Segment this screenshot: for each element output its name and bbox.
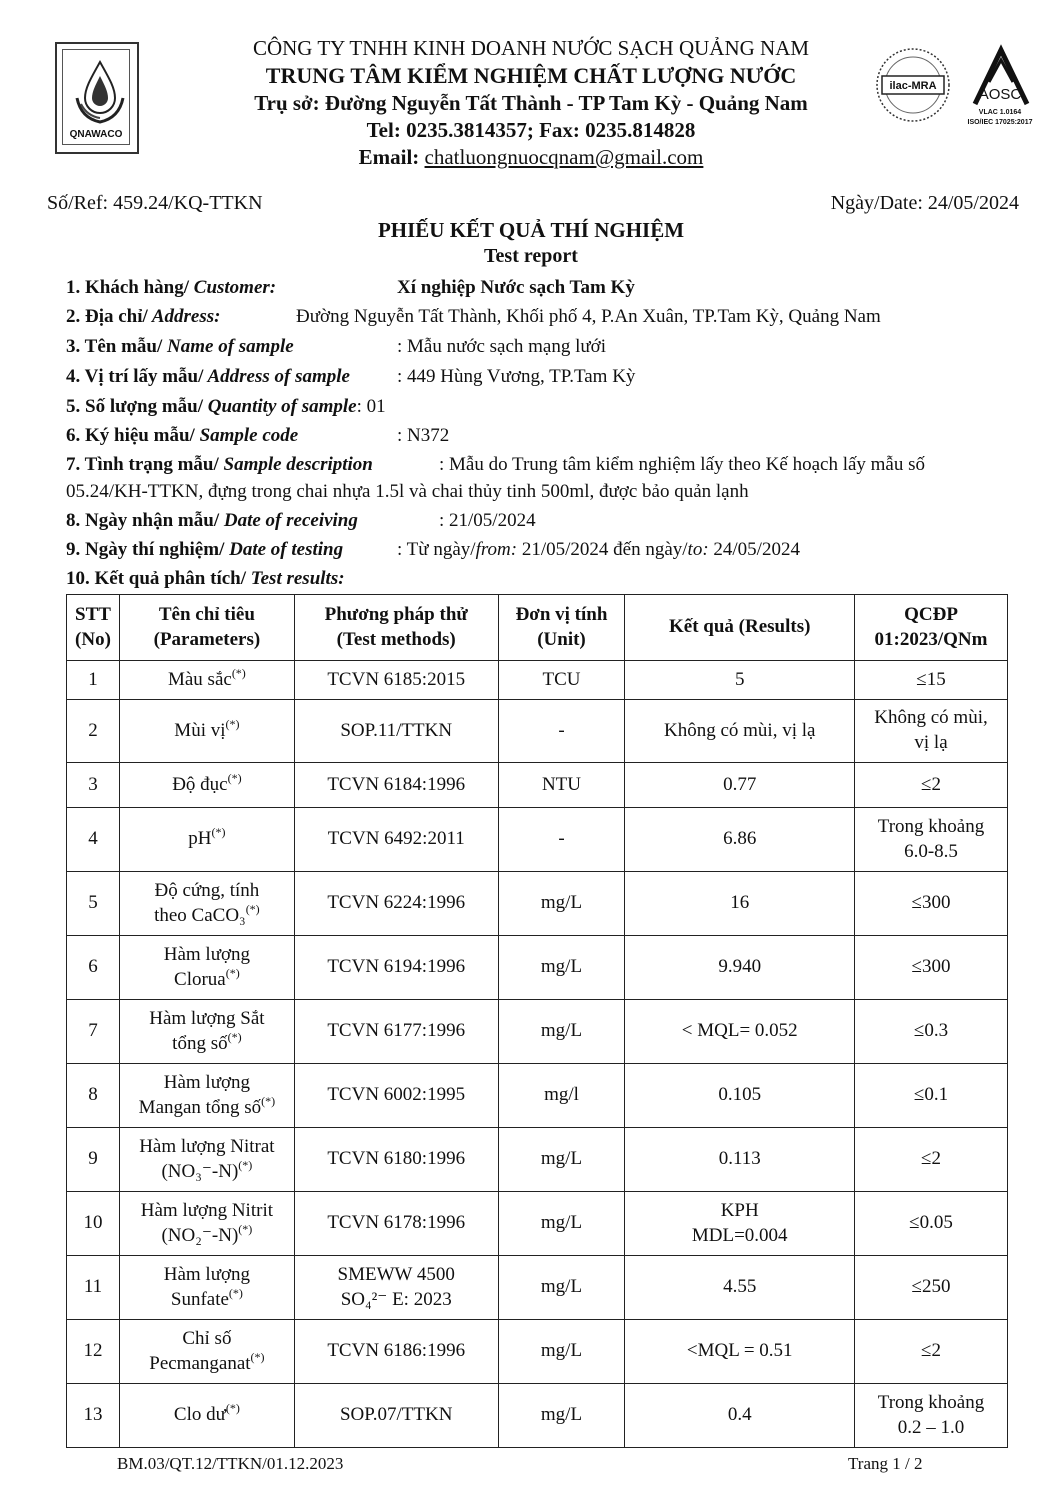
cell-unit: mg/l [498, 1064, 625, 1128]
accredited-marker: (*) [245, 901, 260, 916]
report-subtitle: Test report [484, 245, 578, 267]
table-row [67, 1256, 1008, 1320]
cell-result: KPH MDL=0.004 [625, 1192, 855, 1256]
sample-name-row: 3. Tên mẫu/ Name of sample : Mẫu nước sạch mạng lưới [66, 336, 607, 357]
cell-no: 1 [67, 661, 120, 700]
cell-no: 9 [67, 1128, 120, 1192]
form-code: BM.03/QT.12/TTKN/01.12.2023 [117, 1454, 344, 1473]
cell-result: 4.55 [625, 1256, 855, 1320]
cell-standard: ≤300 [855, 936, 1008, 1000]
cell-method: TCVN 6185:2015 [294, 661, 498, 700]
table-row [67, 1064, 1008, 1128]
center-name: TRUNG TÂM KIỂM NGHIỆM CHẤT LƯỢNG NƯỚC [265, 63, 797, 88]
cell-unit: mg/L [498, 1192, 625, 1256]
cell-no: 12 [67, 1320, 120, 1384]
cell-no: 3 [67, 763, 120, 808]
email-line [0, 145, 1062, 170]
cell-result: < MQL= 0.052 [625, 1000, 855, 1064]
cell-result: 0.4 [625, 1384, 855, 1448]
header-unit: Đơn vị tính (Unit) [498, 595, 625, 661]
accredited-marker: (*) [238, 1221, 253, 1236]
receiving-date-value: : 21/05/2024 [439, 510, 536, 531]
cell-parameter: Hàm lượng Sắt tổng số(*) [119, 1000, 294, 1064]
table-header-row [67, 595, 1008, 661]
cell-unit: mg/L [498, 872, 625, 936]
sample-description-row: 7. Tình trạng mẫu/ Sample description : Mẫu do Trung tâm kiểm nghiệm lấy theo Kế hoạch lấy mẫu số [66, 454, 926, 475]
customer-value: Xí nghiệp Nước sạch Tam Kỳ [397, 277, 635, 298]
accredited-marker: (*) [225, 965, 240, 980]
cell-method: SMEWW 4500 SO₄²⁻ E: 2023 [294, 1256, 498, 1320]
aosc-text: AOSC [978, 86, 1022, 103]
header-standard: QCĐP 01:2023/QNm [855, 595, 1008, 661]
testing-date-value: : Từ ngày/from: 21/05/2024 đến ngày/to: 24/05/2024 [397, 539, 800, 560]
sample-description-cont: 05.24/KH-TTKN, đựng trong chai nhựa 1.5l và chai thủy tinh 500ml, được bảo quản lạnh [66, 481, 749, 502]
logo-text: QNAWACO [69, 129, 123, 140]
aosc-vlac: VLAC 1.0164 [978, 109, 1022, 116]
cell-unit: NTU [498, 763, 625, 808]
accredited-marker: (*) [238, 1157, 253, 1172]
cell-method: TCVN 6194:1996 [294, 936, 498, 1000]
accredited-marker: (*) [211, 825, 226, 840]
aosc-iso: ISO/IEC 17025:2017 [967, 119, 1033, 126]
phone-line: Tel: 0235.3814357; Fax: 0235.814828 [366, 118, 696, 142]
cell-standard: ≤2 [855, 1128, 1008, 1192]
cell-method: TCVN 6178:1996 [294, 1192, 498, 1256]
cell-standard: ≤0.1 [855, 1064, 1008, 1128]
cell-result: 9.940 [625, 936, 855, 1000]
cell-no: 10 [67, 1192, 120, 1256]
address-line: Trụ sở: Đường Nguyễn Tất Thành - TP Tam Kỳ - Quảng Nam [254, 91, 808, 115]
cell-parameter: Chỉ số Pecmanganat(*) [119, 1320, 294, 1384]
cell-no: 13 [67, 1384, 120, 1448]
cell-standard: Trong khoảng 0.2 – 1.0 [855, 1384, 1008, 1448]
cell-result: <MQL = 0.51 [625, 1320, 855, 1384]
table-row [67, 1128, 1008, 1192]
table-row [67, 872, 1008, 936]
cell-unit: - [498, 808, 625, 872]
cell-standard: ≤2 [855, 1320, 1008, 1384]
address-row: 2. Địa chỉ/ Address: Đường Nguyễn Tất Thành, Khối phố 4, P.An Xuân, TP.Tam Kỳ, Quảng Nam [66, 306, 881, 327]
table-row [67, 1000, 1008, 1064]
results-heading: 10. Kết quả phân tích/ Test results: [66, 568, 345, 589]
cell-result: 0.113 [625, 1128, 855, 1192]
header-no: STT (No) [67, 595, 120, 661]
table-row [67, 700, 1008, 763]
cell-standard: ≤250 [855, 1256, 1008, 1320]
customer-row: 1. Khách hàng/ Customer: Xí nghiệp Nước sạch Tam Kỳ [66, 277, 635, 298]
cell-no: 4 [67, 808, 120, 872]
accredited-marker: (*) [225, 1401, 240, 1416]
company-name: CÔNG TY TNHH KINH DOANH NƯỚC SẠCH QUẢNG NAM [252, 36, 810, 60]
accredited-marker: (*) [228, 1285, 243, 1300]
cell-method: TCVN 6186:1996 [294, 1320, 498, 1384]
cell-unit: - [498, 700, 625, 763]
cell-parameter: Hàm lượng Nitrit (NO₂⁻-N)(*) [119, 1192, 294, 1256]
cell-unit: mg/L [498, 1256, 625, 1320]
sample-code-row: 6. Ký hiệu mẫu/ Sample code : N372 [66, 425, 450, 446]
testing-date-row: 9. Ngày thí nghiệm/ Date of testing : Từ ngày/from: 21/05/2024 đến ngày/to: 24/05/2024 [66, 539, 800, 560]
reference-number: Số/Ref: 459.24/KQ-TTKN [47, 192, 263, 214]
table-row [67, 1320, 1008, 1384]
accredited-marker: (*) [250, 1349, 265, 1364]
cell-standard: ≤300 [855, 872, 1008, 936]
cell-no: 6 [67, 936, 120, 1000]
table-row [67, 661, 1008, 700]
cell-method: TCVN 6224:1996 [294, 872, 498, 936]
cell-no: 5 [67, 872, 120, 936]
email-link[interactable]: chatluongnuocqnam@gmail.com [424, 145, 704, 169]
cell-standard: Không có mùi, vị lạ [855, 700, 1008, 763]
header-methods: Phương pháp thử (Test methods) [294, 595, 498, 661]
cell-result: 6.86 [625, 808, 855, 872]
sample-description-value: : Mẫu do Trung tâm kiểm nghiệm lấy theo Kế hoạch lấy mẫu số [439, 454, 926, 475]
cell-parameter: pH(*) [119, 808, 294, 872]
cell-parameter: Clo dư(*) [119, 1384, 294, 1448]
cell-standard: ≤0.05 [855, 1192, 1008, 1256]
ilac-text: ilac-MRA [889, 80, 937, 92]
page-number: Trang 1 / 2 [848, 1454, 923, 1473]
cell-no: 11 [67, 1256, 120, 1320]
sample-quantity-value: : 01 [356, 396, 386, 417]
table-row [67, 763, 1008, 808]
cell-method: TCVN 6002:1995 [294, 1064, 498, 1128]
table-row [67, 808, 1008, 872]
accredited-marker: (*) [227, 770, 242, 785]
cell-unit: mg/L [498, 1128, 625, 1192]
sample-quantity-row: 5. Số lượng mẫu/ Quantity of sample: 01 [66, 396, 386, 417]
report-title: PHIẾU KẾT QUẢ THÍ NGHIỆM [377, 218, 685, 242]
accredited-marker: (*) [261, 1093, 276, 1108]
cell-no: 8 [67, 1064, 120, 1128]
cell-unit: mg/L [498, 1384, 625, 1448]
accredited-marker: (*) [231, 665, 246, 680]
cell-parameter: Hàm lượng Nitrat (NO₃⁻-N)(*) [119, 1128, 294, 1192]
cell-unit: TCU [498, 661, 625, 700]
receiving-date-row: 8. Ngày nhận mẫu/ Date of receiving : 21/05/2024 [66, 510, 536, 531]
email-label: Email: [358, 145, 425, 169]
sample-location-row: 4. Vị trí lấy mẫu/ Address of sample : 449 Hùng Vương, TP.Tam Kỳ [66, 366, 636, 387]
cell-unit: mg/L [498, 936, 625, 1000]
sample-name-value: : Mẫu nước sạch mạng lưới [397, 336, 607, 357]
cell-parameter: Hàm lượng Sunfate(*) [119, 1256, 294, 1320]
cell-result: 16 [625, 872, 855, 936]
sample-location-value: : 449 Hùng Vương, TP.Tam Kỳ [397, 366, 636, 387]
address-value: Đường Nguyễn Tất Thành, Khối phố 4, P.An Xuân, TP.Tam Kỳ, Quảng Nam [296, 306, 881, 327]
cell-standard: ≤2 [855, 763, 1008, 808]
cell-parameter: Hàm lượng Clorua(*) [119, 936, 294, 1000]
cell-parameter: Độ đục(*) [119, 763, 294, 808]
header-parameters: Tên chỉ tiêu (Parameters) [119, 595, 294, 661]
cell-standard: ≤15 [855, 661, 1008, 700]
cell-method: TCVN 6180:1996 [294, 1128, 498, 1192]
accredited-marker: (*) [227, 1029, 242, 1044]
cell-result: 0.105 [625, 1064, 855, 1128]
header-results: Kết quả (Results) [625, 595, 855, 661]
cell-no: 7 [67, 1000, 120, 1064]
table-row [67, 1384, 1008, 1448]
cell-unit: mg/L [498, 1320, 625, 1384]
cell-method: TCVN 6177:1996 [294, 1000, 498, 1064]
accredited-marker: (*) [225, 716, 240, 731]
cell-result: 5 [625, 661, 855, 700]
cell-parameter: Độ cứng, tính theo CaCO₃(*) [119, 872, 294, 936]
table-row [67, 1192, 1008, 1256]
cell-unit: mg/L [498, 1000, 625, 1064]
cell-result: 0.77 [625, 763, 855, 808]
table-row [67, 936, 1008, 1000]
sample-code-value: : N372 [397, 425, 450, 446]
cell-parameter: Mùi vị(*) [119, 700, 294, 763]
cell-method: SOP.07/TTKN [294, 1384, 498, 1448]
cell-parameter: Màu sắc(*) [119, 661, 294, 700]
cell-method: TCVN 6184:1996 [294, 763, 498, 808]
cell-parameter: Hàm lượng Mangan tổng số(*) [119, 1064, 294, 1128]
cell-no: 2 [67, 700, 120, 763]
cell-standard: ≤0.3 [855, 1000, 1008, 1064]
report-date: Ngày/Date: 24/05/2024 [830, 192, 1019, 214]
cell-result: Không có mùi, vị lạ [625, 700, 855, 763]
results-table [66, 594, 1008, 1448]
cell-method: SOP.11/TTKN [294, 700, 498, 763]
cell-standard: Trong khoảng 6.0-8.5 [855, 808, 1008, 872]
cell-method: TCVN 6492:2011 [294, 808, 498, 872]
